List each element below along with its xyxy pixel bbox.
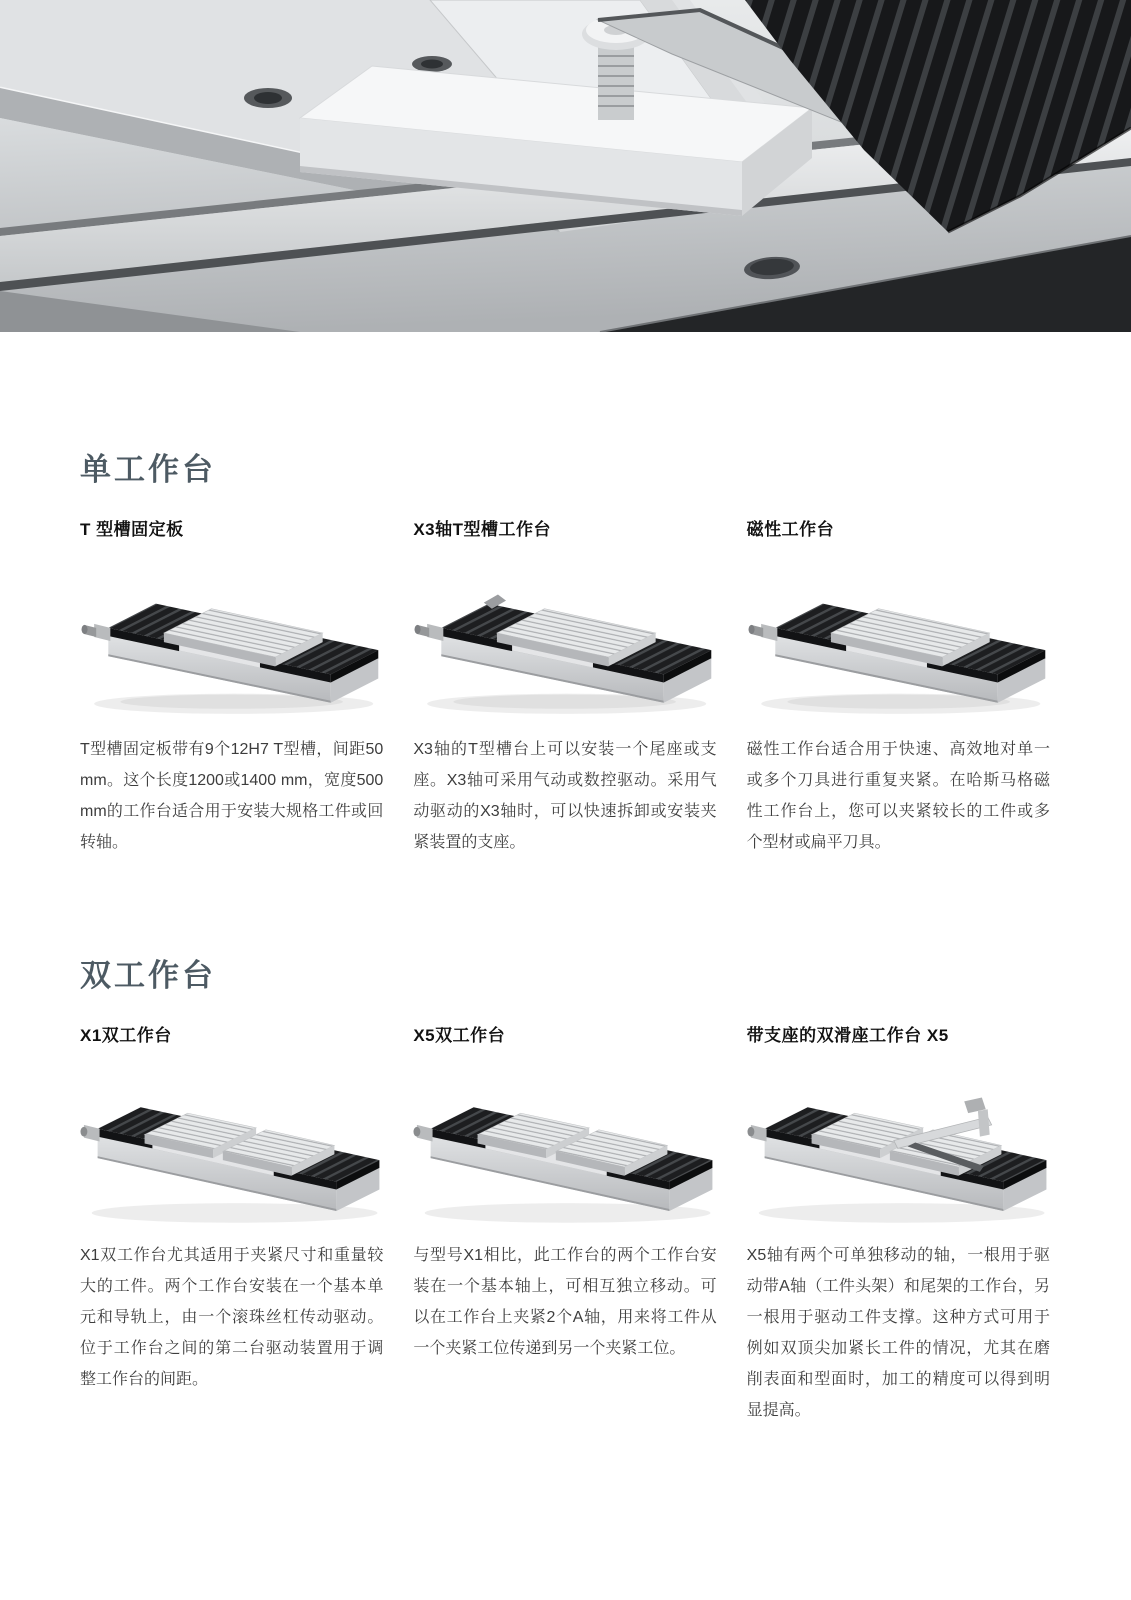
- hero-photo-graphic: [0, 0, 1131, 332]
- product-name: X5双工作台: [413, 1026, 506, 1045]
- product-image-magnetic-table: [747, 550, 1050, 722]
- product-card: [747, 1021, 1050, 1426]
- product-card: [747, 515, 1050, 858]
- product-description: X1双工作台尤其适用于夹紧尺寸和重量较大的工件。两个工作台安装在一个基本单元和导轨上，由一个滚珠丝杠传动驱动。位于工作台之间的第二台驱动装置用于调整工作台的间距。: [80, 1247, 384, 1388]
- product-grid: [80, 1021, 1050, 1426]
- product-image-x5-double-slide-with-support: [747, 1056, 1050, 1228]
- section-title: 单工作台: [80, 452, 216, 487]
- product-card: [80, 515, 383, 858]
- product-image-t-slot-plate: [80, 550, 383, 722]
- product-description: T型槽固定板带有9个12H7 T型槽，间距50 mm。这个长度1200或1400 mm，宽度500 mm的工作台适合用于安装大规格工件或回转轴。: [80, 741, 384, 851]
- section-title: 双工作台: [80, 958, 216, 993]
- product-description: 与型号X1相比，此工作台的两个工作台安装在一个基本轴上，可相互独立移动。可以在工作台上夹紧2个A轴，用来将工件从一个夹紧工位传递到另一个夹紧工位。: [413, 1247, 717, 1357]
- product-description: X5轴有两个可单独移动的轴，一根用于驱动带A轴（工件头架）和尾架的工作台，另一根用于驱动工件支撑。这种方式可用于例如双顶尖加紧长工件的情况，尤其在磨削表面和型面时，加工的精度可以得到明显提高。: [746, 1247, 1050, 1419]
- section-double-tables: [0, 950, 1131, 1426]
- product-image-x3-t-slot-table: [413, 550, 716, 722]
- product-card: [413, 515, 716, 858]
- product-name: X3轴T型槽工作台: [413, 520, 552, 539]
- product-card: [80, 1021, 383, 1426]
- product-description: X3轴的T型槽台上可以安装一个尾座或支座。X3轴可采用气动或数控驱动。采用气动驱动的X3轴时，可以快速拆卸或安装夹紧装置的支座。: [413, 741, 717, 851]
- product-grid: [80, 515, 1050, 858]
- product-description: 磁性工作台适合用于快速、高效地对单一或多个刀具进行重复夹紧。在哈斯马格磁性工作台上，您可以夹紧较长的工件或多个型材或扁平刀具。: [746, 741, 1050, 851]
- product-name: 磁性工作台: [746, 520, 835, 539]
- section-single-tables: [0, 444, 1131, 858]
- product-image-x5-double-table: [413, 1056, 716, 1228]
- product-card: [413, 1021, 716, 1426]
- product-name: 带支座的双滑座工作台 X5: [746, 1026, 949, 1045]
- product-name: T 型槽固定板: [80, 520, 184, 539]
- product-name: X1双工作台: [80, 1026, 172, 1045]
- hero-photo: [0, 0, 1131, 332]
- product-image-x1-double-table: [80, 1056, 383, 1228]
